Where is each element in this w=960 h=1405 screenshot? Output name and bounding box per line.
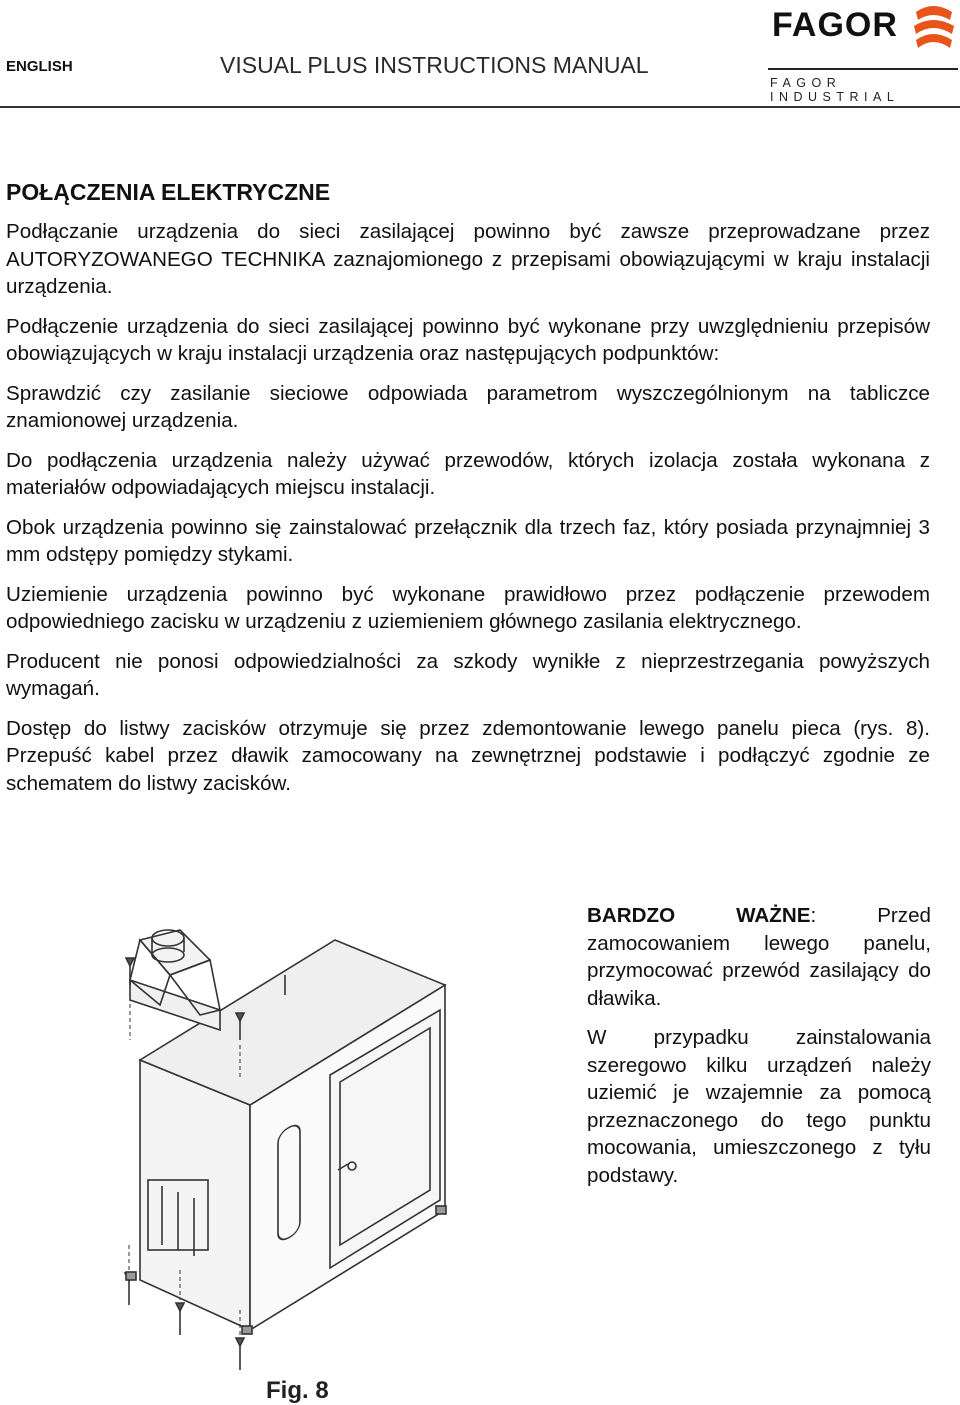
paragraph: Podłączanie urządzenia do sieci zasilającej powinno być zawsze przeprowadzane przez AUTORYZOWANEGO TECHNIKA zaznajomionego z przepisami obowiązującymi w kraju instalacji urządzenia. (6, 220, 930, 298)
fagor-logo (768, 2, 958, 104)
note-paragraph: W przypadku zainstalowania szeregowo kilku urządzeń należy uziemić je wzajemnie za pomocą przeznaczonego do tego punktu mocowania, umieszczonego z tyłu podstawy. (587, 1026, 931, 1187)
logo-divider (768, 68, 958, 70)
paragraph: Dostęp do listwy zacisków otrzymuje się przez zdemontowanie lewego panelu pieca (rys. 8). Przepuść kabel przez dławik zamocowany na zewnętrznej podstawie i podłączyć zgodnie ze schematem do listwy zacisków. (6, 716, 930, 795)
figure-caption: Fig. 8 (266, 1377, 329, 1404)
logo-subtitle: FAGOR INDUSTRIAL (770, 76, 900, 104)
paragraph: Do podłączenia urządzenia należy używać przewodów, których izolacja została wykonana z materiałów odpowiadających miejscu instalacji. (6, 448, 930, 499)
logo-word: FAGOR (772, 6, 898, 44)
manual-title: VISUAL PLUS INSTRUCTIONS MANUAL (220, 52, 649, 78)
language-label: ENGLISH (6, 58, 73, 75)
important-note (587, 902, 931, 1201)
note-heading: BARDZO WAŻNE (587, 904, 811, 927)
section-title: POŁĄCZENIA ELEKTRYCZNE (6, 179, 331, 205)
fagor-mark-icon (910, 4, 956, 62)
oven-exploded-diagram (100, 900, 540, 1380)
note-heading-rest: : Przed zamocowaniem lewego panelu, przymocować przewód zasilający do dławika. (587, 904, 931, 1010)
paragraph: Podłączenie urządzenia do sieci zasilającej powinno być wykonane przy uwzględnieniu przepisów obowiązujących w kraju instalacji urządzenia oraz następujących podpunktów: (6, 314, 930, 365)
paragraph: Uziemienie urządzenia powinno być wykonane prawidłowo przez podłączenie przewodem odpowiedniego zacisku w urządzeniu z uziemieniem głównego zasilania elektrycznego. (6, 582, 930, 633)
main-content (6, 178, 930, 809)
note-paragraph (587, 902, 931, 1012)
paragraph: Producent nie ponosi odpowiedzialności za szkody wynikłe z nieprzestrzegania powyższych wymagań. (6, 649, 930, 700)
paragraph: Sprawdzić czy zasilanie sieciowe odpowiada parametrom wyszczególnionym na tabliczce znamionowej urządzenia. (6, 381, 930, 432)
paragraph: Obok urządzenia powinno się zainstalować przełącznik dla trzech faz, który posiada przynajmniej 3 mm odstępy pomiędzy stykami. (6, 515, 930, 566)
page-header (0, 0, 960, 110)
left-side-panel (140, 1060, 250, 1330)
header-divider (0, 106, 960, 108)
